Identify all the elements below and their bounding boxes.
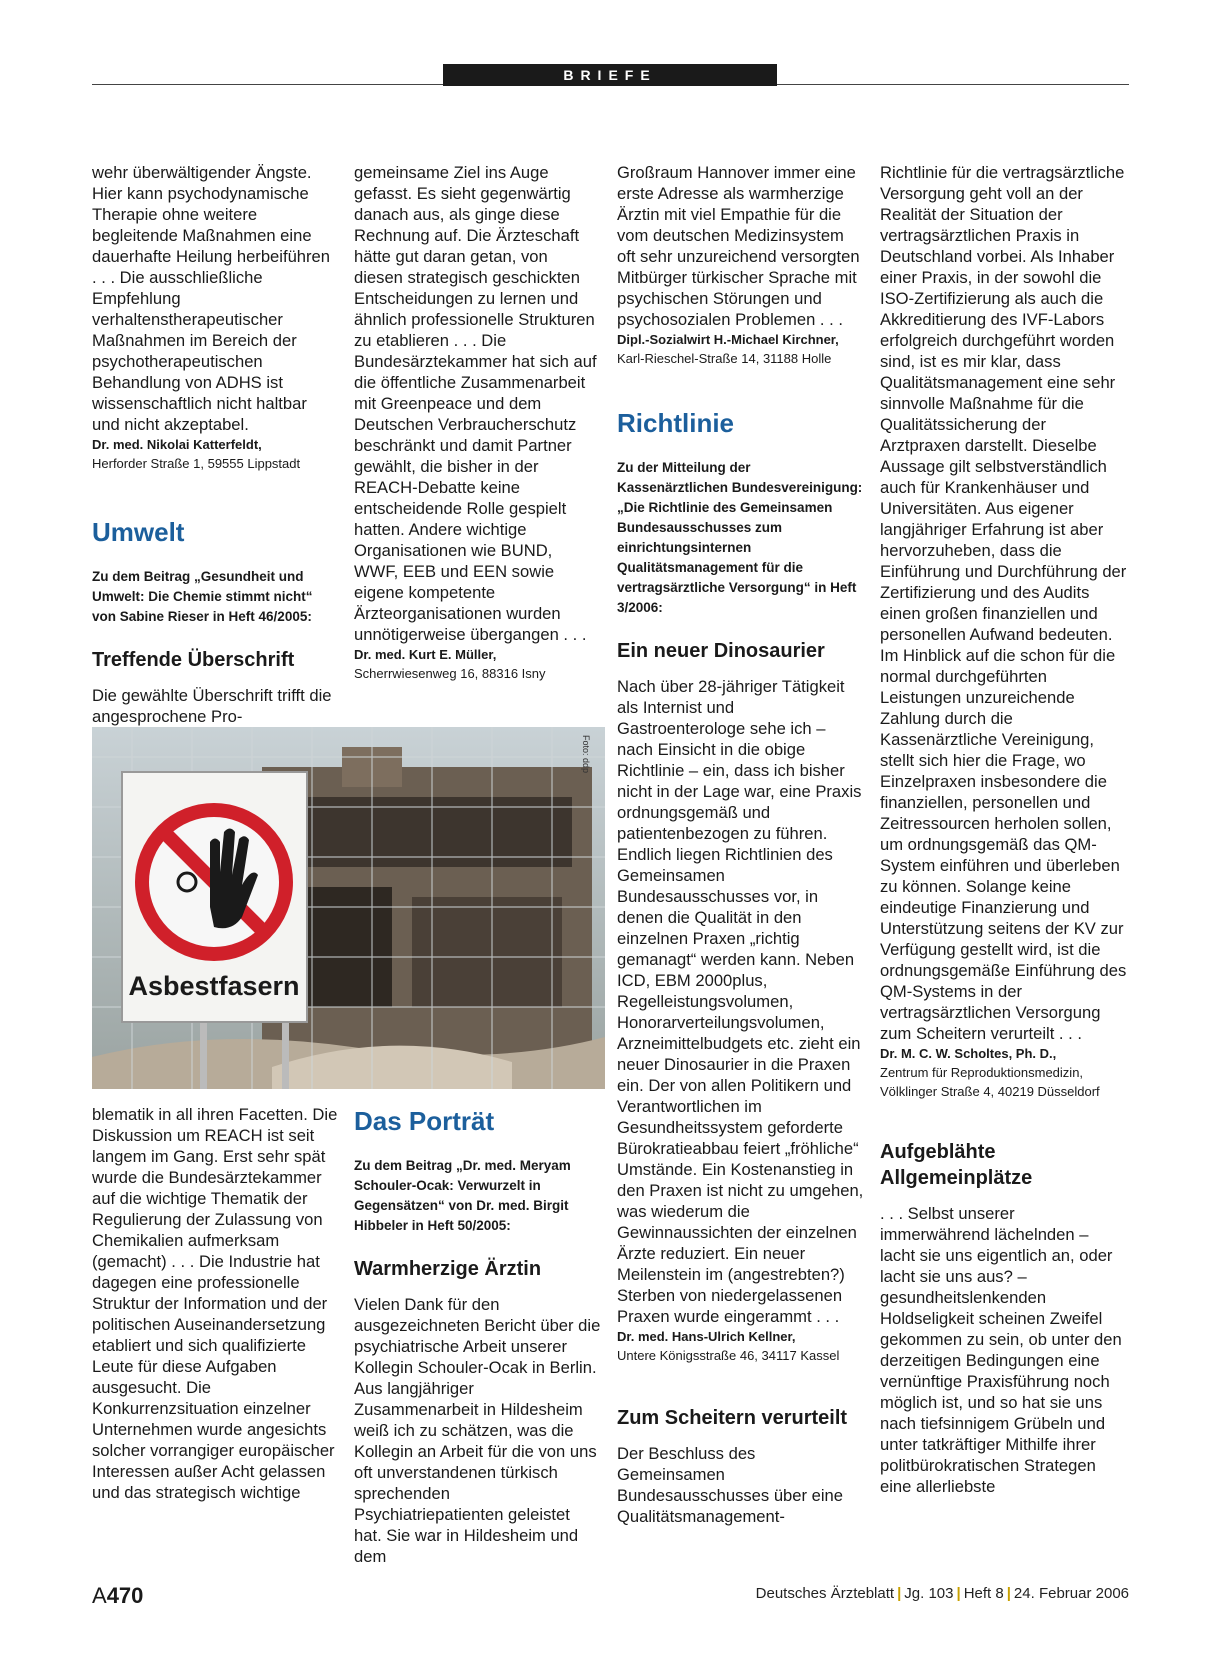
- journal-info: Deutsches Ärzteblatt | Jg. 103 | Heft 8 | 24. Februar 2006: [755, 1585, 1129, 1602]
- page-number: A470: [92, 1583, 144, 1608]
- letter-text: gemeinsame Ziel ins Auge gefasst. Es sieht gegenwärtig danach aus, als ginge diese Rechnung auf. Die Ärzteschaft hätte gut daran getan, von diesen strategisch geschickten Entscheidungen zu lernen und ähnlich professionelle Strukturen zu etablieren . . . Die Bundesärztekammer hat sich auf die öffentliche Zusammenarbeit mit Greenpeace und dem Deutschen Verbraucherschutz beschränkt und damit Partner gewählt, die bisher in der REACH-Debatte keine entscheidende Rolle gespielt hatten. Andere wichtige Organisationen wie BUND, WWF, EEB und EEN sowie eigene kompetente Ärzteorganisationen wurden unnötigerweise übergangen . . .: [354, 163, 597, 644]
- column-1-top: [92, 162, 339, 727]
- section-header: BRIEFE: [443, 64, 777, 86]
- letter-signature: Dr. med. Kurt E. Müller,: [354, 647, 497, 662]
- article-reference: Zu der Mitteilung der Kassenärztlichen Bundesvereinigung: „Die Richtlinie des Gemeinsamen Bundesausschusses zum einrichtungsinternen Qualitätsmanagement für die vertragsärztliche Versorgung“ in Heft 3/2006:: [617, 460, 863, 615]
- column-2-bottom: [354, 1106, 601, 1567]
- letter-signature: Dr. med. Nikolai Katterfeldt,: [92, 437, 262, 452]
- section-heading-umwelt: Umwelt: [92, 517, 185, 547]
- letter-text: Die gewählte Überschrift trifft die angesprochene Pro-: [92, 686, 332, 726]
- sign-label: Asbestfasern: [128, 971, 300, 1001]
- column-3: [617, 162, 864, 1527]
- letter-text: blematik in all ihren Facetten. Die Diskussion um REACH ist seit langem im Gang. Erst sehr spät wurde die Bundesärztekammer auf die wichtige Thematik der Regulierung der Zulassung von Chemikalien aufmerksam (gemacht) . . . Die Industrie hat dagegen eine professionelle Struktur der Information und der politischen Auseinandersetzung etabliert und sich qualifizierte Leute für diese Aufgaben ausgesucht. Die Konkurrenzsituation einzelner Unternehmen wurde angesichts solcher vorrangiger europäischer Interessen außer Acht gelassen und das strategisch wichtige: [92, 1105, 338, 1502]
- letter-text: Nach über 28-jähriger Tätigkeit als Internist und Gastroenterologe sehe ich – nach Einsicht in die obige Richtlinie – ein, dass ich bisher nicht in der Lage war, eine Praxis ordnungsgemäß und patientenbezogen zu führen. Endlich liegen Richtlinien des Gemeinsamen Bundesausschusses vor, in denen die Qualität in den einzelnen Praxen „richtig gemanagt“ werden kann. Neben ICD, EBM 2000plus, Regelleistungsvolumen, Honorarverteilungsvolumen, Arzneimittelbudgets etc. zieht ein neuer Dinosaurier in die Praxen ein. Der von allen Politikern und Verantwortlichen im Gesundheitssystem geforderte Bürokratieabbau feiert „fröhliche“ Umstände. Ein Kostenanstieg in den Praxen ist nicht zu umgehen, was wiederum die Gewinnaussichten der einzelnen Ärzte reduziert. Ein neuer Meilenstein im (angestrebten?) Sterben von niedergelassenen Praxen wurde eingerammt . . .: [617, 677, 864, 1326]
- letter-address: Untere Königsstraße 46, 34117 Kassel: [617, 1348, 840, 1363]
- photo-illustration: [92, 727, 605, 1089]
- photo-credit: Foto: ddp: [581, 735, 591, 774]
- letter-title: Ein neuer Dinosaurier: [617, 640, 825, 662]
- letter-title: Treffende Überschrift: [92, 649, 295, 671]
- section-heading-richtlinie: Richtlinie: [617, 408, 735, 438]
- letter-text: Großraum Hannover immer eine erste Adresse als warmherzige Ärztin mit viel Empathie für die vom deutschen Medizinsystem oft sehr unzureichend versorgten Mitbürger türkischer Sprache mit psychischen Störungen und psychosozialen Problemen . . .: [617, 163, 860, 329]
- column-1-bottom: [92, 1104, 339, 1503]
- letter-title: Warmherzige Ärztin: [354, 1258, 542, 1280]
- letter-address: Zentrum für Reproduktionsmedizin,: [880, 1065, 1084, 1080]
- letter-signature: Dr. M. C. W. Scholtes, Ph. D.,: [880, 1046, 1057, 1061]
- section-heading-portraet: Das Porträt: [354, 1106, 495, 1136]
- letter-text: wehr überwältigender Ängste. Hier kann psychodynamische Therapie ohne weitere begleitende Maßnahmen eine dauerhafte Heilung herbeiführen . . . Die ausschließliche Empfehlung verhaltenstherapeutischer Maßnahmen im Bereich der psychotherapeutischen Behandlung von ADHS ist wissenschaftlich nicht haltbar und nicht akzeptabel.: [92, 163, 331, 434]
- letter-text: Der Beschluss des Gemeinsamen Bundesausschusses über eine Qualitätsmanagement-: [617, 1444, 844, 1526]
- column-4: [880, 162, 1127, 1497]
- letter-address: Völklinger Straße 4, 40219 Düsseldorf: [880, 1084, 1100, 1099]
- letter-address: Scherrwiesenweg 16, 88316 Isny: [354, 666, 546, 681]
- letter-signature: Dipl.-Sozialwirt H.-Michael Kirchner, Karl-Rieschel-Straße 14, 31188 Holle: [617, 332, 839, 366]
- letter-text: Vielen Dank für den ausgezeichneten Bericht über die psychiatrische Arbeit unserer Kollegin Schouler-Ocak in Berlin. Aus langjähriger Zusammenarbeit in Hildesheim weiß ich zu schätzen, was die Kollegin an Arbeit für die von uns oft unverstandenen türkisch sprechenden Psychiatriepatienten geleistet hat. Sie war in Hildesheim und dem: [354, 1295, 601, 1566]
- letter-signature: Dr. med. Hans-Ulrich Kellner,: [617, 1329, 796, 1344]
- article-reference: Zu dem Beitrag „Dr. med. Meryam Schouler-Ocak: Verwurzelt in Gegensätzen“ von Dr. med. Birgit Hibbeler in Heft 50/2005:: [354, 1158, 571, 1233]
- column-2-top: [354, 162, 601, 683]
- letter-address: Herforder Straße 1, 59555 Lippstadt: [92, 456, 301, 471]
- letter-title: Zum Scheitern verurteilt: [617, 1407, 848, 1429]
- letter-text: Richtlinie für die vertragsärztliche Versorgung geht voll an der Realität der Situation der vertragsärztlichen Praxis in Deutschland vorbei. Als Inhaber einer Praxis, in der sowohl die ISO-Zertifizierung als auch die Akkreditierung des IVF-Labors erfolgreich durchgeführt worden sind, ist es mir klar, dass Qualitätsmanagement eine sehr sinnvolle Maßnahme für die Qualitätssicherung der Arztpraxen darstellt. Dieselbe Aussage gilt selbstverständlich auch für Krankenhäuser und Universitäten. Aus eigener langjähriger Erfahrung ist aber hervorzuheben, dass die Einführung und Durchführung der Zertifizierung und des Audits einen großen finanziellen und personellen Aufwand bedeuten. Im Hinblick auf die schon für die normal durchgeführten Leistungen unzureichende Zahlung durch die Kassenärztliche Vereinigung, stellt sich hier die Frage, wo Einzelpraxen insbesondere die finanziellen, personellen und Zeitressourcen herholen sollen, um ordnungsgemäß das QM-System einführen und überleben zu können. Solange keine eindeutige Finanzierung und Unterstützung seitens der KV zur Verfügung gestellt wird, ist die ordnungsgemäße Einführung des QM-Systems in der vertragsärztlichen Versorgung zum Scheitern verurteilt . . .: [880, 163, 1127, 1043]
- letter-text: . . . Selbst unserer immerwährend lächelnden – lacht sie uns eigentlich an, oder lacht sie uns aus? – gesundheitslenkenden Holdseligkeit scheinen Zweifel gekommen zu sein, ob unter den derzeitigen Bedingungen eine vernünftige Praxisführung noch möglich ist, und so hat sie uns nach tiefsinnigem Grübeln und unter tatkräftiger Mithilfe ihrer politbürokratischen Strategen eine allerliebste: [880, 1204, 1122, 1496]
- asbestos-warning-photo: [92, 727, 605, 1089]
- letter-title: Aufgeblähte Allgemeinplätze: [880, 1141, 1033, 1189]
- article-reference: Zu dem Beitrag „Gesundheit und Umwelt: Die Chemie stimmt nicht“ von Sabine Rieser in Heft 46/2005:: [92, 569, 313, 624]
